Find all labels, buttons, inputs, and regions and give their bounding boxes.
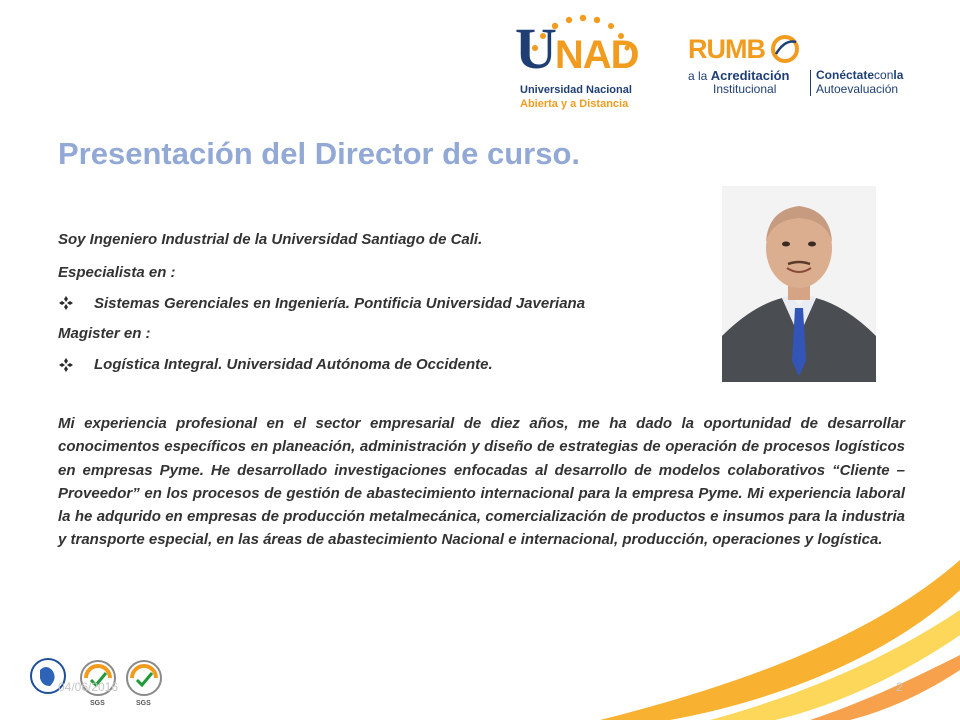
footer-date: 04/06/2016 — [58, 680, 119, 694]
sgs-label: SGS — [136, 700, 151, 707]
rumbo-word-text: RUMB — [688, 34, 765, 64]
diamond-bullet-icon — [58, 295, 74, 311]
unad-name-line1: Universidad Nacional — [520, 84, 632, 96]
specialist-label: Especialista en : — [58, 264, 176, 281]
sgs-certification-seal-icon — [124, 658, 164, 698]
rumbo-line1-prefix: a la — [688, 69, 708, 83]
director-portrait-photo — [722, 186, 876, 382]
unad-logo — [515, 14, 640, 110]
rumbo-separator — [810, 70, 811, 96]
unad-nad-letters: NAD — [554, 33, 639, 77]
rumbo-compass-icon — [770, 34, 800, 64]
sgs-label: SGS — [90, 700, 105, 707]
orange-swoosh-decoration — [560, 560, 960, 720]
rumbo-conectate: Conéctate — [816, 68, 875, 82]
unad-wordmark — [515, 16, 639, 84]
rumbo-right-line1 — [816, 68, 903, 82]
rumbo-acreditacion-logo — [688, 34, 928, 100]
degree-line: Soy Ingeniero Industrial de la Universidad Santiago de Cali. — [58, 231, 483, 248]
rumbo-line1-bold: Acreditación — [710, 68, 790, 83]
rumbo-line1 — [688, 68, 789, 83]
colombia-emblem-icon — [28, 656, 68, 702]
slide-title: Presentación del Director de curso. — [58, 136, 581, 171]
bio-paragraph: Mi experiencia profesional en el sector empresarial de diez años, me ha dado la oportunidad de desarrollar conocimentos específicos en planeación, administración y diseño de estrategias de operación de procesos logísticos en empresas Pyme. He desarrollado investigaciones enfocadas al desarrollo de modelos colaborativos “Cliente – Proveedor” en los procesos de gestión de abastecimiento internacional para la empresa Pyme. Mi experiencia laboral la he adqurido en empresas de producción metalmecánica, comercialización de productos e insumos para la industria y transporte especial, en las áreas de abastecimiento Nacional e internacional, producción, operaciones y logística. — [58, 415, 905, 549]
magister-label: Magister en : — [58, 325, 151, 342]
rumbo-con: con — [874, 68, 894, 82]
unad-u-letter: U — [515, 16, 555, 81]
slide-number: 2 — [896, 680, 903, 694]
diamond-bullet-icon — [58, 357, 74, 373]
unad-name-line2: Abierta y a Distancia — [520, 98, 629, 110]
magister-item: Logística Integral. Universidad Autónoma de Occidente. — [94, 356, 493, 373]
specialist-item: Sistemas Gerenciales en Ingeniería. Pontificia Universidad Javeriana — [94, 295, 586, 312]
rumbo-line2: Institucional — [713, 82, 777, 96]
rumbo-wordmark — [688, 34, 765, 65]
rumbo-la: la — [893, 68, 904, 82]
rumbo-right-line2: Autoevaluación — [816, 82, 899, 96]
